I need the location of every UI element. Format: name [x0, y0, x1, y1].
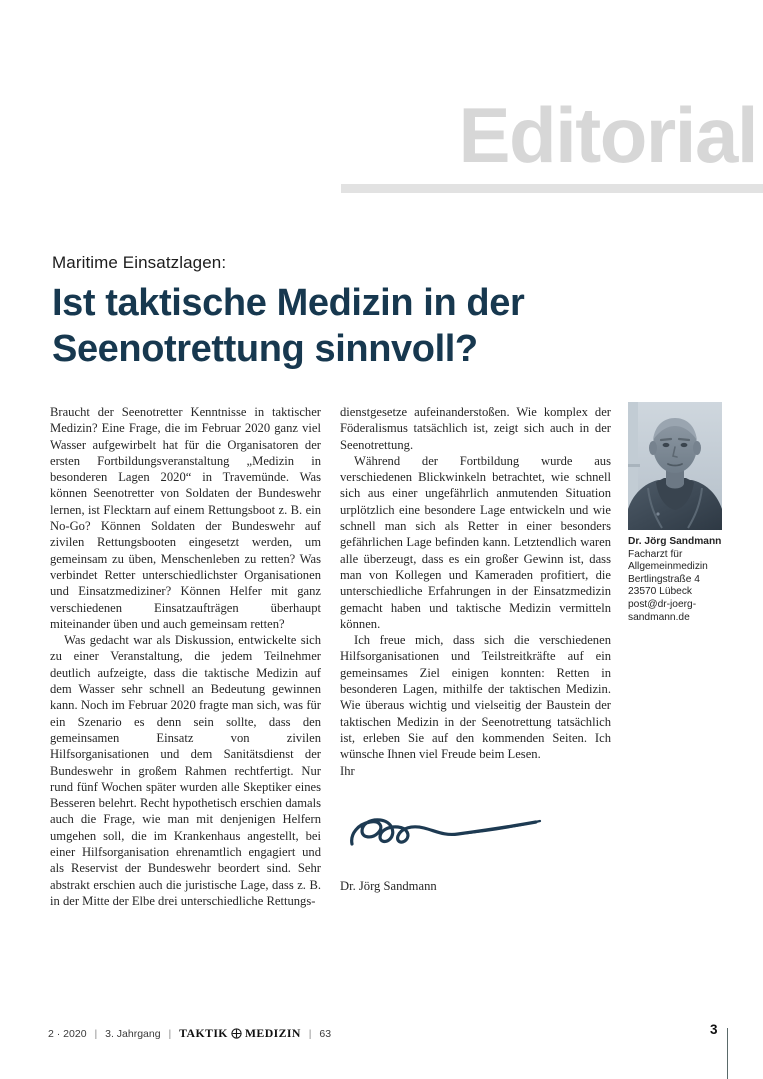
signature-name: Dr. Jörg Sandmann — [340, 879, 437, 893]
author-name: Dr. Jörg Sandmann — [628, 536, 722, 547]
brand-word-right: MEDIZIN — [244, 1026, 301, 1040]
footer-separator: | — [168, 1028, 172, 1040]
circle-cross-icon — [231, 1028, 242, 1042]
footer-issue: 2 · 2020 — [48, 1028, 87, 1040]
masthead-divider — [341, 184, 763, 193]
author-specialty-line-2: Allgemeinmedizin — [628, 561, 708, 573]
author-street: Bertlingstraße 4 — [628, 573, 700, 585]
body-column-right — [340, 404, 611, 779]
paragraph: Braucht der Seenotretter Kenntnisse in taktischer Medizin? Eine Frage, die im Februar 2020 ganz viel Wasser aufgewirbelt hat für die Organisatoren der ersten Fortbildungsveranstaltung „Medizin in besonderen Lagen 2020“ in Travemünde. Was können Seenotretter von Soldaten der Bundeswehr lernen, ist Flecktarn auf einem Rettungsboot z. B. ein No-Go? Können Soldaten der Bundeswehr auf zivilen Rettungsbooten eingesetzt werden, um gemeinsam zu üben, Menschenleben zu retten? Was verbindet Retter unterschiedlichster Organisationen und Einsatzmediziner? Können Helfer mit ganz verschiedenen Einsatzaufträgen überhaupt miteinander üben und auch gemeinsam retten? — [50, 405, 321, 631]
author-portrait — [628, 402, 722, 530]
footer-separator: | — [94, 1028, 98, 1040]
author-email-line-2: sandmann.de — [628, 611, 690, 623]
author-contact-block — [628, 536, 736, 624]
paragraph: Ich freue mich, dass sich die verschiedenen Hilfsorganisationen und Teilstreitkräfte auf ein gemeinsames Ziel einigen konnten: Retten in besonderen Lagen, mithilfe der taktischen Medizin. Wie überaus wichtig und vielseitig der Baustein der taktischen Medizin in der Seenotrettung tatsächlich ist, erleben Sie auf den kommenden Seiten. Ich wünsche Ihnen viel Freude beim Lesen. — [340, 633, 611, 762]
page-number: 3 — [710, 1022, 718, 1037]
masthead-title: Editorial — [458, 91, 757, 179]
footer-article-page: 63 — [319, 1028, 332, 1040]
headline-line-2: Seenotrettung sinnvoll? — [52, 328, 478, 370]
author-city: 23570 Lübeck — [628, 586, 693, 598]
footer-volume: 3. Jahrgang — [105, 1028, 161, 1040]
signoff-text: Ihr — [340, 763, 355, 778]
page-number-rule — [727, 1028, 728, 1079]
paragraph: dienstgesetze aufeinanderstoßen. Wie komplex der Föderalismus tatsächlich ist, zeigt sich auch in der Seenotrettung. — [340, 405, 611, 452]
footer — [48, 1026, 331, 1042]
masthead — [0, 91, 763, 201]
handwritten-signature — [340, 800, 570, 858]
headline-line-1: Ist taktische Medizin in der — [52, 282, 525, 324]
body-column-left — [50, 404, 321, 909]
page-title — [52, 280, 712, 372]
article-title-block — [52, 252, 712, 372]
footer-separator: | — [308, 1028, 312, 1040]
paragraph: Während der Fortbildung wurde aus verschiedenen Blickwinkeln betrachtet, wie schnell sich aus einer ungefährlich anmutenden Situation urplötzlich eine besondere Lage entwickeln und wie schnell man sich als Retter in einer besonders gefährlichen Lage befinden kann. Letztendlich waren alle überzeugt, dass es ein großer Gewinn ist, dass man von Kollegen und Kameraden profitiert, die unterschiedliche Erfahrungen in der Einsatzmedizin gemacht haben und taktische Medizin vermitteln können. — [340, 453, 611, 631]
paragraph: Was gedacht war als Diskussion, entwickelte sich zu einer Veranstaltung, die jedem Teilnehmer deutlich aufzeigte, dass die taktische Medizin auf dem Wasser sehr schnell an Bedeutung gewinnen kann. Noch im Februar 2020 fragte man sich, was für ein Szenario es denn sein sollte, dass den gemeinsamen Einsatz von zivilen Hilfsorganisationen und dem Sanitätsdienst der Bundeswehr in großem Rahmen rechtfertigt. Nur rund fünf Wochen später wurden alle Skeptiker eines Besseren belehrt. Recht hypothetisch erschien damals auch die Frage, wie man mit denjenigen Helfern umgehen soll, die im Krankenhaus angestellt, bei einer Hilfsorganisation ehrenamtlich engagiert und als Reservist der Bundeswehr beordert sind. Sehr abstrakt erschien auch die juristische Lage, dass z. B. in der Mitte der Elbe drei unterschiedliche Rettungs- — [50, 633, 321, 908]
portrait-image — [628, 402, 722, 530]
brand-word-left: TAKTIK — [179, 1026, 228, 1040]
article-kicker: Maritime Einsatzlagen: — [52, 253, 227, 272]
author-specialty-line-1: Facharzt für — [628, 548, 683, 560]
author-email-line-1: post@dr-joerg- — [628, 598, 697, 610]
journal-brand — [179, 1026, 301, 1040]
